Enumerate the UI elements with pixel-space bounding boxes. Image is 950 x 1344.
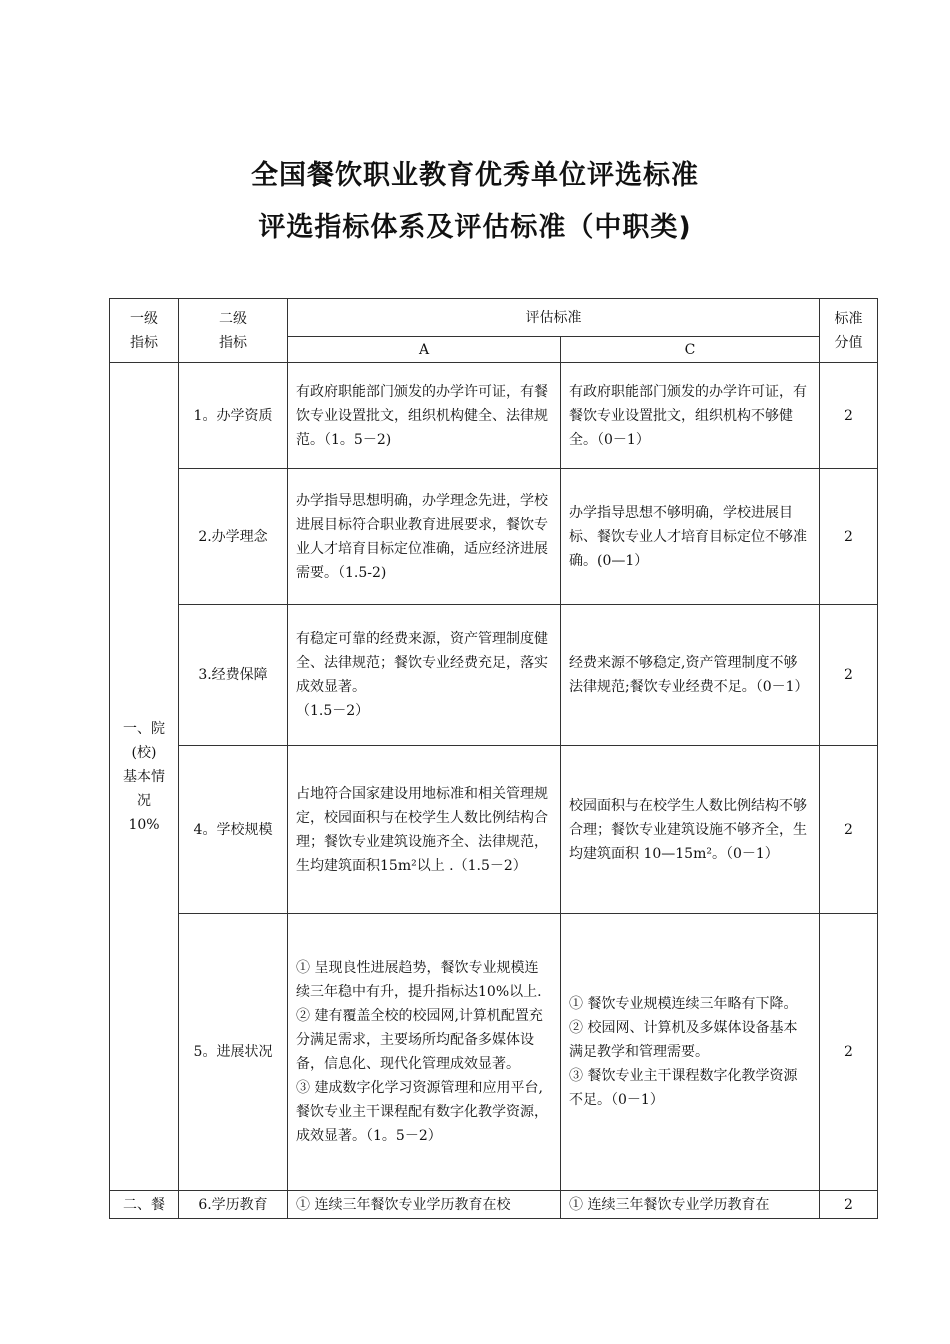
table-row (110, 469, 878, 605)
score-cell: 2 (820, 746, 878, 914)
criteria-a-cell: ① 呈现良性进展趋势，餐饮专业规模连续三年稳中有升，提升指标达10%以上. ② 建有覆盖全校的校园网,计算机配置充分满足需求，主要场所均配备多媒体设备，信息化、现代化管理成效显著。 ③ 建成数字化学习资源管理和应用平台,餐饮专业主干课程配有数字化教学资源，成效显著。（1。5－2） (288, 914, 561, 1191)
criteria-a-cell: 占地符合国家建设用地标准和相关管理规定，校园面积与在校学生人数比例结构合理；餐饮专业建筑设施齐全、法律规范，生均建筑面积15m²以上 .（1.5－2） (288, 746, 561, 914)
indicator-cell: 3.经费保障 (179, 605, 288, 746)
criteria-c-cell: 经费来源不够稳定,资产管理制度不够法律规范;餐饮专业经费不足。（0－1） (561, 605, 820, 746)
indicator-cell: 2.办学理念 (179, 469, 288, 605)
table-row (110, 605, 878, 746)
header-level1: 一级 指标 (110, 299, 179, 363)
document-title: 全国餐饮职业教育优秀单位评选标准 (251, 160, 699, 191)
indicator-cell: 6.学历教育 (179, 1191, 288, 1219)
criteria-a-cell: ① 连续三年餐饮专业学历教育在校 (288, 1191, 561, 1219)
criteria-a-cell: 有稳定可靠的经费来源，资产管理制度健全、法律规范；餐饮专业经费充足，落实成效显著。 （1.5－2） (288, 605, 561, 746)
header-col-a: A (288, 337, 561, 363)
document-subtitle: 评选指标体系及评估标准（中职类) (258, 212, 692, 243)
indicator-cell: 5。进展状况 (179, 914, 288, 1191)
score-cell: 2 (820, 363, 878, 469)
criteria-a-cell: 有政府职能部门颁发的办学许可证，有餐饮专业设置批文，组织机构健全、法律规范。（1。5－2) (288, 363, 561, 469)
criteria-a-cell: 办学指导思想明确，办学理念先进，学校进展目标符合职业教育进展要求，餐饮专业人才培育目标定位准确，适应经济进展需要。（1.5-2) (288, 469, 561, 605)
criteria-c-cell: ① 连续三年餐饮专业学历教育在 (561, 1191, 820, 1219)
header-row (110, 299, 878, 337)
criteria-table (109, 298, 878, 1219)
score-cell: 2 (820, 914, 878, 1191)
table-row (110, 1191, 878, 1219)
category-catering: 二、餐 (110, 1191, 179, 1219)
category-basic-info: 一、院 (校) 基本情 况 10% (110, 363, 179, 1191)
criteria-c-cell: 办学指导思想不够明确，学校进展目标、餐饮专业人才培育目标定位不够准确。(0—1） (561, 469, 820, 605)
criteria-c-cell: 有政府职能部门颁发的办学许可证，有餐饮专业设置批文，组织机构不够健全。（0－1） (561, 363, 820, 469)
document-title-block (0, 150, 950, 254)
header-score: 标准 分值 (820, 299, 878, 363)
indicator-cell: 1。办学资质 (179, 363, 288, 469)
header-criteria: 评估标准 (288, 299, 820, 337)
header-level2: 二级 指标 (179, 299, 288, 363)
criteria-c-cell: ① 餐饮专业规模连续三年略有下降。 ② 校园网、计算机及多媒体设备基本满足教学和管理需要。 ③ 餐饮专业主干课程数字化教学资源不足。（0－1） (561, 914, 820, 1191)
score-cell: 2 (820, 1191, 878, 1219)
table-row (110, 363, 878, 469)
table-row (110, 914, 878, 1191)
criteria-c-cell: 校园面积与在校学生人数比例结构不够合理；餐饮专业建筑设施不够齐全，生均建筑面积 10—15m²。（0－1） (561, 746, 820, 914)
table-row (110, 746, 878, 914)
indicator-cell: 4。学校规模 (179, 746, 288, 914)
score-cell: 2 (820, 469, 878, 605)
score-cell: 2 (820, 605, 878, 746)
header-col-c: C (561, 337, 820, 363)
